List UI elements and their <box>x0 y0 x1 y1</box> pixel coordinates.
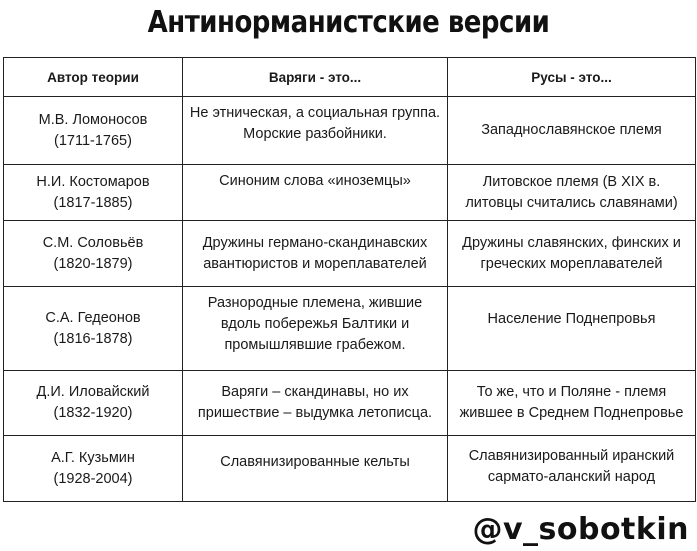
header-rus: Русы - это... <box>448 58 696 97</box>
page-title: Антинорманистские версии <box>147 5 550 41</box>
author-years: (1928-2004) <box>53 470 133 487</box>
varangians-cell: Варяги – скандинавы, но их пришествие – выдумка летописца. <box>183 371 448 436</box>
table-row <box>4 371 696 436</box>
watermark-handle: @v_sobotkin <box>472 512 689 547</box>
author-cell <box>4 436 183 502</box>
header-varangians: Варяги - это... <box>183 58 448 97</box>
author-years: (1817-1885) <box>53 194 133 211</box>
varangians-cell: Дружины германо-скандинавских авантюристов и мореплавателей <box>183 221 448 287</box>
author-name: А.Г. Кузьмин <box>51 449 135 466</box>
varangians-cell: Разнородные племена, жившие вдоль побережья Балтики и промышлявшие грабежом. <box>183 287 448 371</box>
rus-cell: Дружины славянских, финских и греческих мореплавателей <box>448 221 696 287</box>
author-cell <box>4 165 183 221</box>
table-row <box>4 221 696 287</box>
rus-cell: Славянизированный иранский сармато-аланский народ <box>448 436 696 502</box>
table-row <box>4 287 696 371</box>
author-cell <box>4 97 183 165</box>
table-row <box>4 97 696 165</box>
author-name: Д.И. Иловайский <box>36 384 150 400</box>
author-cell <box>4 221 183 287</box>
author-name: М.В. Ломоносов <box>38 111 148 128</box>
table-row <box>4 165 696 221</box>
varangians-cell: Не этническая, а социальная группа. Морские разбойники. <box>183 97 448 165</box>
rus-cell: Западнославянское племя <box>448 97 696 165</box>
author-name: Н.И. Костомаров <box>36 173 150 190</box>
author-name: С.А. Гедеонов <box>45 309 141 326</box>
rus-cell: Население Поднепровья <box>448 287 696 371</box>
rus-cell: Литовское племя (В XIX в. литовцы считались славянами) <box>448 165 696 221</box>
author-cell <box>4 287 183 371</box>
author-years: (1816-1878) <box>53 330 133 347</box>
theories-table <box>3 57 696 502</box>
author-cell <box>4 371 183 436</box>
table-row <box>4 436 696 502</box>
varangians-cell: Синоним слова «иноземцы» <box>183 165 448 221</box>
author-name: С.М. Соловьёв <box>42 234 144 251</box>
author-years: (1820-1879) <box>53 255 133 272</box>
author-years: (1832-1920) <box>53 405 133 421</box>
table-header-row <box>4 58 696 97</box>
author-years: (1711-1765) <box>54 132 132 149</box>
rus-cell: То же, что и Поляне - племя жившее в Среднем Поднепровье <box>448 371 696 436</box>
header-author: Автор теории <box>4 58 183 97</box>
varangians-cell: Славянизированные кельты <box>183 436 448 502</box>
